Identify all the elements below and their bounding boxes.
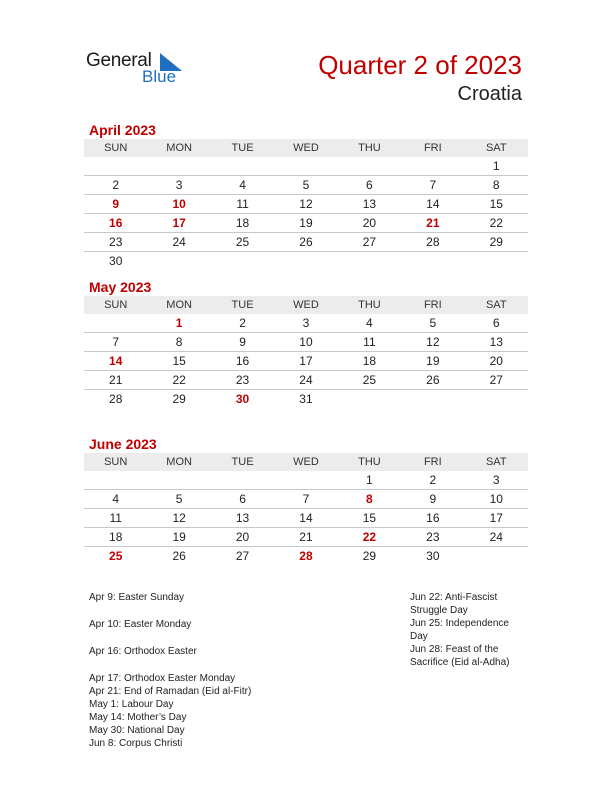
date-cell: 12	[147, 509, 210, 528]
date-cell: 15	[338, 509, 401, 528]
weekday-header: WED	[274, 296, 337, 314]
logo-text-general: General	[86, 50, 152, 71]
week-row	[84, 157, 528, 176]
weekday-header: FRI	[401, 296, 464, 314]
date-cell: 7	[401, 176, 464, 195]
date-cell: 30	[426, 549, 440, 563]
weekday-header: SUN	[84, 453, 147, 471]
date-cell: 29	[465, 233, 528, 252]
month-title: May 2023	[89, 279, 152, 295]
date-cell: 26	[172, 549, 186, 563]
date-cell: 19	[147, 528, 210, 547]
holiday-date-cell: 1	[147, 314, 210, 333]
empty-date-cell	[338, 157, 401, 176]
weekday-header-row	[84, 296, 528, 314]
date-cell: 17	[274, 352, 337, 371]
date-cell: 12	[401, 333, 464, 352]
date-cell: 3	[147, 176, 210, 195]
date-cell: 20	[211, 528, 274, 547]
empty-date-cell	[465, 252, 528, 271]
weekday-header: SUN	[84, 139, 147, 157]
date-cell: 16	[401, 509, 464, 528]
date-cell: 24	[147, 233, 210, 252]
holiday-date-cell: 8	[338, 490, 401, 509]
week-row	[84, 233, 528, 252]
month-april	[84, 122, 528, 270]
date-cell: 7	[274, 490, 337, 509]
date-cell: 2	[84, 176, 147, 195]
empty-date-cell	[147, 157, 210, 176]
empty-date-cell	[401, 157, 464, 176]
date-cell: 11	[338, 333, 401, 352]
week-row	[84, 176, 528, 195]
date-cell: 18	[211, 214, 274, 233]
date-cell: 2	[401, 471, 464, 490]
holiday-note-line: Apr 16: Orthodox Easter	[89, 646, 197, 657]
date-cell: 9	[211, 333, 274, 352]
weekday-header: WED	[274, 453, 337, 471]
date-cell: 13	[338, 195, 401, 214]
date-cell: 28	[401, 233, 464, 252]
date-cell: 21	[274, 528, 337, 547]
holiday-note-line: Sacrifice (Eid al-Adha)	[410, 657, 510, 668]
date-cell: 29	[172, 392, 186, 406]
empty-date-cell	[84, 157, 147, 176]
date-cell: 25	[338, 371, 401, 390]
date-cell: 5	[274, 176, 337, 195]
weekday-header: FRI	[401, 139, 464, 157]
date-cell: 13	[211, 509, 274, 528]
month-may	[84, 279, 528, 408]
date-cell: 6	[465, 314, 528, 333]
date-cell: 20	[338, 214, 401, 233]
holiday-date-cell: 10	[147, 195, 210, 214]
empty-date-cell	[147, 252, 210, 271]
holiday-note-line: Apr 17: Orthodox Easter Monday	[89, 673, 236, 684]
week-row	[84, 547, 528, 566]
holiday-date-cell: 14	[84, 352, 147, 371]
date-cell: 4	[84, 490, 147, 509]
empty-date-cell	[401, 252, 464, 271]
date-cell: 10	[274, 333, 337, 352]
calendar-grid	[84, 296, 528, 408]
weekday-header: TUE	[211, 296, 274, 314]
holiday-note-line: May 30: National Day	[89, 725, 185, 736]
week-row	[84, 509, 528, 528]
date-cell: 24	[465, 528, 528, 547]
holiday-date-cell: 17	[147, 214, 210, 233]
weekday-header: MON	[147, 139, 210, 157]
weekday-header: THU	[338, 453, 401, 471]
weekday-header: MON	[147, 296, 210, 314]
page-title: Quarter 2 of 2023	[318, 50, 522, 80]
week-row	[84, 195, 528, 214]
holiday-note-line: Struggle Day	[410, 605, 468, 616]
date-cell: 28	[109, 392, 123, 406]
date-cell: 24	[274, 371, 337, 390]
empty-date-cell	[211, 471, 274, 490]
empty-date-cell	[84, 471, 147, 490]
date-cell: 13	[465, 333, 528, 352]
empty-date-cell	[274, 252, 337, 271]
date-cell: 11	[211, 195, 274, 214]
date-cell: 15	[147, 352, 210, 371]
empty-date-cell	[338, 390, 401, 409]
empty-date-cell	[84, 314, 147, 333]
date-cell: 4	[211, 176, 274, 195]
month-june	[84, 436, 528, 565]
empty-date-cell	[401, 390, 464, 409]
week-row	[84, 314, 528, 333]
month-title: April 2023	[89, 122, 156, 138]
week-row	[84, 390, 528, 409]
weekday-header: SAT	[465, 139, 528, 157]
month-title: June 2023	[89, 436, 157, 452]
date-cell: 21	[84, 371, 147, 390]
week-row	[84, 528, 528, 547]
holiday-date-cell: 22	[338, 528, 401, 547]
date-cell: 15	[465, 195, 528, 214]
date-cell: 14	[401, 195, 464, 214]
holiday-date-cell: 25	[109, 549, 123, 563]
holiday-note-line: Apr 21: End of Ramadan (Eid al-Fitr)	[89, 686, 252, 697]
date-cell: 14	[274, 509, 337, 528]
week-row	[84, 371, 528, 390]
holiday-date-cell: 28	[299, 549, 313, 563]
holiday-note-line: Jun 28: Feast of the	[410, 644, 499, 655]
date-cell: 23	[401, 528, 464, 547]
weekday-header: SAT	[465, 296, 528, 314]
holiday-note-line: Apr 10: Easter Monday	[89, 619, 192, 630]
date-cell: 19	[274, 214, 337, 233]
date-cell: 26	[401, 371, 464, 390]
date-cell: 30	[109, 254, 123, 268]
date-cell: 1	[338, 471, 401, 490]
date-cell: 7	[84, 333, 147, 352]
holiday-note-line: Apr 9: Easter Sunday	[89, 592, 185, 603]
country-name: Croatia	[457, 83, 522, 105]
date-cell: 9	[401, 490, 464, 509]
date-cell: 29	[362, 549, 377, 563]
date-cell: 16	[211, 352, 274, 371]
weekday-header: TUE	[211, 453, 274, 471]
week-row	[84, 214, 528, 233]
holiday-note-line: Jun 22: Anti-Fascist	[410, 592, 498, 603]
date-cell: 18	[338, 352, 401, 371]
weekday-header: THU	[338, 139, 401, 157]
empty-date-cell	[211, 252, 274, 271]
holiday-date-cell: 21	[401, 214, 464, 233]
weekday-header: THU	[338, 296, 401, 314]
holiday-date-cell: 9	[84, 195, 147, 214]
date-cell: 5	[147, 490, 210, 509]
empty-date-cell	[465, 547, 528, 566]
holiday-notes-left	[89, 591, 349, 750]
weekday-header-row	[84, 453, 528, 471]
empty-date-cell	[147, 471, 210, 490]
date-cell: 6	[211, 490, 274, 509]
date-cell: 12	[274, 195, 337, 214]
date-cell: 27	[338, 233, 401, 252]
empty-date-cell	[274, 471, 337, 490]
date-cell: 27	[465, 371, 528, 390]
date-cell: 5	[401, 314, 464, 333]
date-cell: 8	[147, 333, 210, 352]
weekday-header-row	[84, 139, 528, 157]
calendar-grid	[84, 453, 528, 565]
holiday-note-line: Day	[410, 631, 428, 642]
holiday-note-line	[89, 658, 349, 672]
weekday-header: TUE	[211, 139, 274, 157]
date-cell: 26	[274, 233, 337, 252]
date-cell: 3	[465, 471, 528, 490]
empty-date-cell	[274, 157, 337, 176]
calendar-grid	[84, 139, 528, 270]
date-cell: 31	[299, 392, 313, 406]
weekday-header: WED	[274, 139, 337, 157]
week-row	[84, 471, 528, 490]
empty-date-cell	[465, 390, 528, 409]
week-row	[84, 333, 528, 352]
week-row	[84, 352, 528, 371]
date-cell: 10	[465, 490, 528, 509]
holiday-date-cell: 16	[84, 214, 147, 233]
date-cell: 23	[84, 233, 147, 252]
date-cell: 8	[465, 176, 528, 195]
logo-text-blue: Blue	[142, 67, 177, 86]
date-cell: 1	[465, 157, 528, 176]
holiday-date-cell: 30	[235, 392, 250, 406]
date-cell: 22	[465, 214, 528, 233]
holiday-note-line: May 1: Labour Day	[89, 699, 174, 710]
empty-date-cell	[211, 157, 274, 176]
date-cell: 27	[235, 549, 250, 563]
holiday-notes-right	[410, 591, 530, 669]
date-cell: 6	[338, 176, 401, 195]
date-cell: 2	[211, 314, 274, 333]
holiday-note-line: Jun 8: Corpus Christi	[89, 738, 183, 749]
date-cell: 20	[465, 352, 528, 371]
brand-logo	[86, 50, 196, 90]
week-row	[84, 252, 528, 271]
date-cell: 17	[465, 509, 528, 528]
week-row	[84, 490, 528, 509]
holiday-note-line	[89, 604, 349, 618]
weekday-header: MON	[147, 453, 210, 471]
holiday-note-line	[89, 631, 349, 645]
holiday-note-line: Jun 25: Independence	[410, 618, 509, 629]
date-cell: 18	[84, 528, 147, 547]
date-cell: 25	[211, 233, 274, 252]
date-cell: 3	[274, 314, 337, 333]
date-cell: 19	[401, 352, 464, 371]
date-cell: 4	[338, 314, 401, 333]
empty-date-cell	[338, 252, 401, 271]
weekday-header: SAT	[465, 453, 528, 471]
date-cell: 22	[147, 371, 210, 390]
weekday-header: SUN	[84, 296, 147, 314]
holiday-note-line: May 14: Mother’s Day	[89, 712, 187, 723]
date-cell: 23	[211, 371, 274, 390]
weekday-header: FRI	[401, 453, 464, 471]
date-cell: 11	[84, 509, 147, 528]
